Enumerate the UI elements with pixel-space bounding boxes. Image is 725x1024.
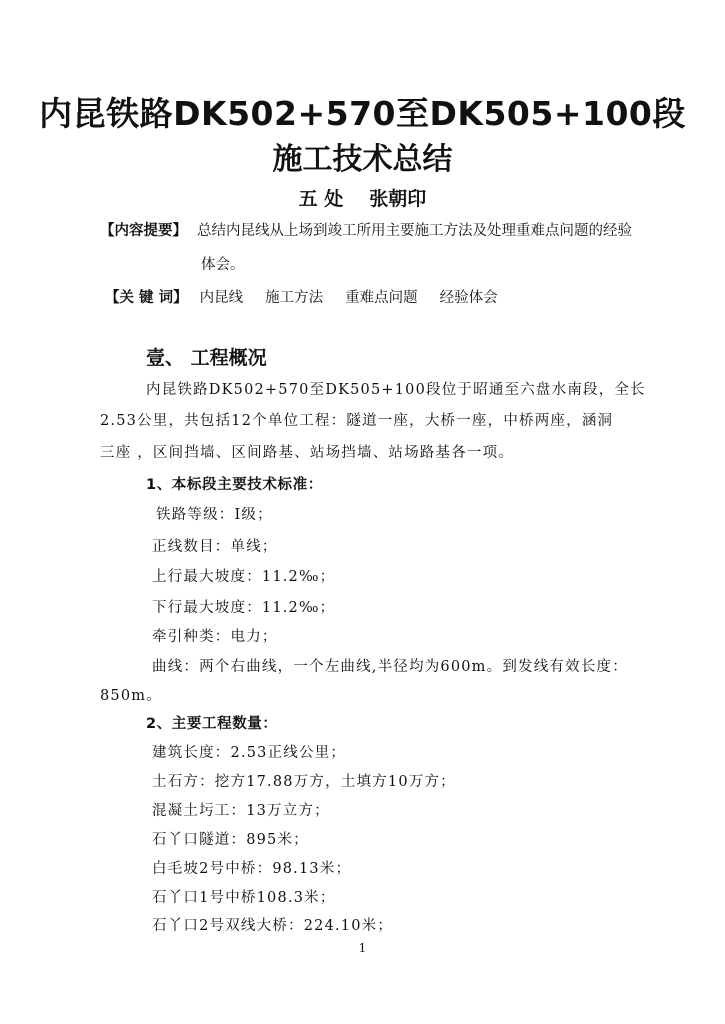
standard-item: 正线数目：单线；: [152, 539, 278, 555]
abstract-label: 【内容提要】: [100, 223, 187, 239]
quantity-item: 土石方：挖方17.88万方，土填方10万方；: [152, 774, 456, 790]
quantity-item: 石丫口2号双线大桥：224.10米；: [152, 918, 394, 934]
standard-item: 铁路等级：Ⅰ级；: [156, 507, 273, 523]
intro-line-3: 三座 ，区间挡墙、区间路基、站场挡墙、站场路基各一项。: [100, 445, 515, 461]
title-line-2: 施工技术总结: [272, 142, 453, 177]
curve-line-1: 曲线：两个右曲线，一个左曲线,半径均为600m。到发线有效长度：: [152, 659, 628, 675]
keyword-item: 施工方法: [265, 290, 324, 306]
subsection-1-heading: 1、本标段主要技术标准：: [146, 477, 323, 493]
quantity-item: 白毛坡2号中桥：98.13米；: [152, 861, 352, 877]
abstract-text-2: 体会。: [201, 257, 245, 273]
title-line-1: 内昆铁路DK502+570至DK505+100段: [39, 94, 686, 133]
keyword-item: 重难点问题: [345, 290, 418, 306]
section-1-heading: 壹、 工程概况: [146, 347, 267, 369]
subsection-2-heading: 2、主要工程数量：: [146, 716, 278, 732]
keyword-item: 经验体会: [439, 290, 498, 306]
author-name: 张朝印: [369, 188, 427, 210]
abstract-line-1: [100, 219, 632, 240]
author-unit: 五 处: [298, 188, 344, 210]
standard-item: 牵引种类：电力；: [152, 629, 278, 645]
standard-item: 下行最大坡度：11.2‰；: [152, 600, 336, 616]
quantity-item: 石丫口隧道：895米；: [152, 832, 309, 848]
keyword-item: 内昆线: [199, 290, 244, 306]
keywords-line: [105, 286, 520, 307]
intro-line-1: 内昆铁路DK502+570至DK505+100段位于昭通至六盘水南段，全长: [146, 382, 646, 398]
keywords-label: 【关 键 词】: [105, 290, 188, 306]
page-number: 1: [358, 941, 367, 955]
abstract-text-1: 总结内昆线从上场到竣工所用主要施工方法及处理重难点问题的经验: [197, 223, 632, 239]
quantity-item: 建筑长度：2.53正线公里；: [152, 745, 347, 761]
standard-item: 上行最大坡度：11.2‰；: [152, 569, 336, 585]
quantity-item: 石丫口1号中桥108.3米；: [152, 890, 336, 906]
curve-line-2: 850m。: [100, 688, 162, 704]
quantity-item: 混凝土圬工：13万立方；: [152, 803, 330, 819]
author-line: [0, 184, 725, 211]
intro-line-2: 2.53公里，共包括12个单位工程：隧道一座，大桥一座，中桥两座，涵洞: [100, 413, 614, 429]
